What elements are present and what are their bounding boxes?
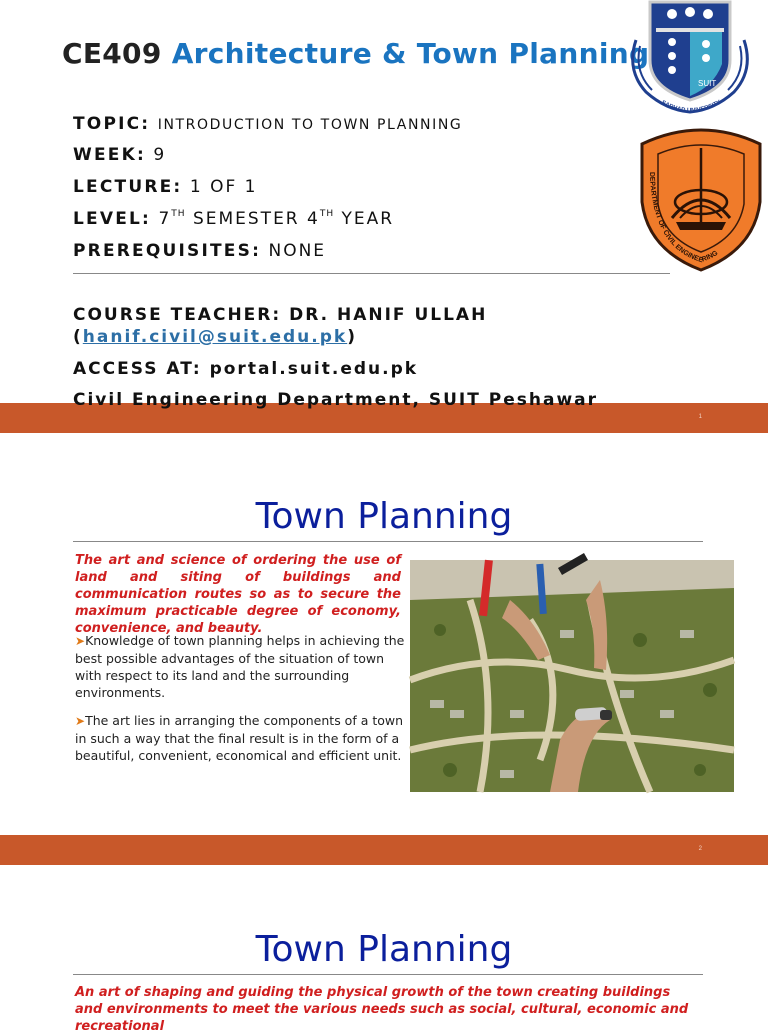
slide-2-footer-band <box>0 835 768 865</box>
topic-label: TOPIC: <box>73 114 151 134</box>
access-line: ACCESS AT: portal.suit.edu.pk <box>73 359 419 379</box>
level-sup-a: TH <box>171 209 186 219</box>
course-name: Architecture & Town Planning <box>171 37 650 70</box>
email-line <box>73 327 357 347</box>
prereq-label: PREREQUISITES: <box>73 241 262 261</box>
lecture-line <box>73 177 257 197</box>
slide-number: 1 <box>698 414 702 420</box>
email-open-paren: ( <box>73 327 83 347</box>
lecture-value: 1 OF 1 <box>189 177 258 197</box>
level-part-c: YEAR <box>334 209 395 229</box>
topic-line <box>73 114 462 134</box>
slide-heading: Town Planning <box>255 496 513 537</box>
course-teacher: COURSE TEACHER: DR. HANIF ULLAH <box>73 305 488 325</box>
email-link[interactable]: hanif.civil@suit.edu.pk <box>82 327 348 347</box>
university-logo <box>626 0 754 120</box>
bullet-arrow-icon: ➤ <box>75 634 86 648</box>
department-logo <box>636 122 766 272</box>
slide-2 <box>0 433 768 833</box>
email-close-paren: ) <box>347 327 357 347</box>
heading-divider <box>73 541 703 542</box>
bullet-text: Knowledge of town planning helps in achieving the best possible advantages of the situation of town with respect to its land and the surrounding environments. <box>75 633 405 700</box>
week-label: WEEK: <box>73 145 146 165</box>
bullet-arrow-icon: ➤ <box>75 714 86 728</box>
week-value: 9 <box>153 145 167 165</box>
logo1-text: SUIT <box>698 79 717 88</box>
level-label: LEVEL: <box>73 209 152 229</box>
slide-heading: Town Planning <box>255 929 513 970</box>
level-line <box>73 209 394 229</box>
course-title-clip <box>0 0 650 90</box>
bullet-item <box>75 632 405 701</box>
course-code: CE409 <box>62 37 162 70</box>
slide-3 <box>0 866 768 1034</box>
slide-1 <box>0 0 768 410</box>
topic-value: INTRODUCTION TO TOWN PLANNING <box>157 117 463 133</box>
definition-text: The art and science of ordering the use of land and siting of buildings and communication routes so as to secure the maximum practicable degree of economy, convenience, and beauty. <box>75 553 401 636</box>
lecture-label: LECTURE: <box>73 177 183 197</box>
svg-text:SARHAD UNIVERSITY <box>660 99 722 114</box>
bullet-item <box>75 712 405 764</box>
heading-divider <box>73 974 703 975</box>
definition-text: An art of shaping and guiding the physical growth of the town creating buildings and environments to meet the various needs such as social, cultural, economic and recreational <box>75 985 689 1034</box>
course-title <box>62 37 649 70</box>
town-planning-photo <box>410 560 734 792</box>
department-line: Civil Engineering Department, SUIT Peshawar <box>73 390 599 410</box>
bullet-text: The art lies in arranging the components of a town in such a way that the final result is in the form of a beautiful, convenient, economical and efficient unit. <box>75 713 404 763</box>
level-part-a: 7 <box>158 209 172 229</box>
logo2-ring-text: DEPARTMENT OF CIVIL ENGINEERING <box>647 171 720 265</box>
level-part-b: SEMESTER 4 <box>185 209 320 229</box>
divider <box>73 273 670 274</box>
level-sup-b: TH <box>319 209 335 219</box>
prereq-value: NONE <box>268 241 327 261</box>
week-line <box>73 145 166 165</box>
logo1-ring-text: SARHAD UNIVERSITY <box>660 99 723 115</box>
slide-number: 2 <box>698 846 702 852</box>
prerequisites-line <box>73 241 326 261</box>
